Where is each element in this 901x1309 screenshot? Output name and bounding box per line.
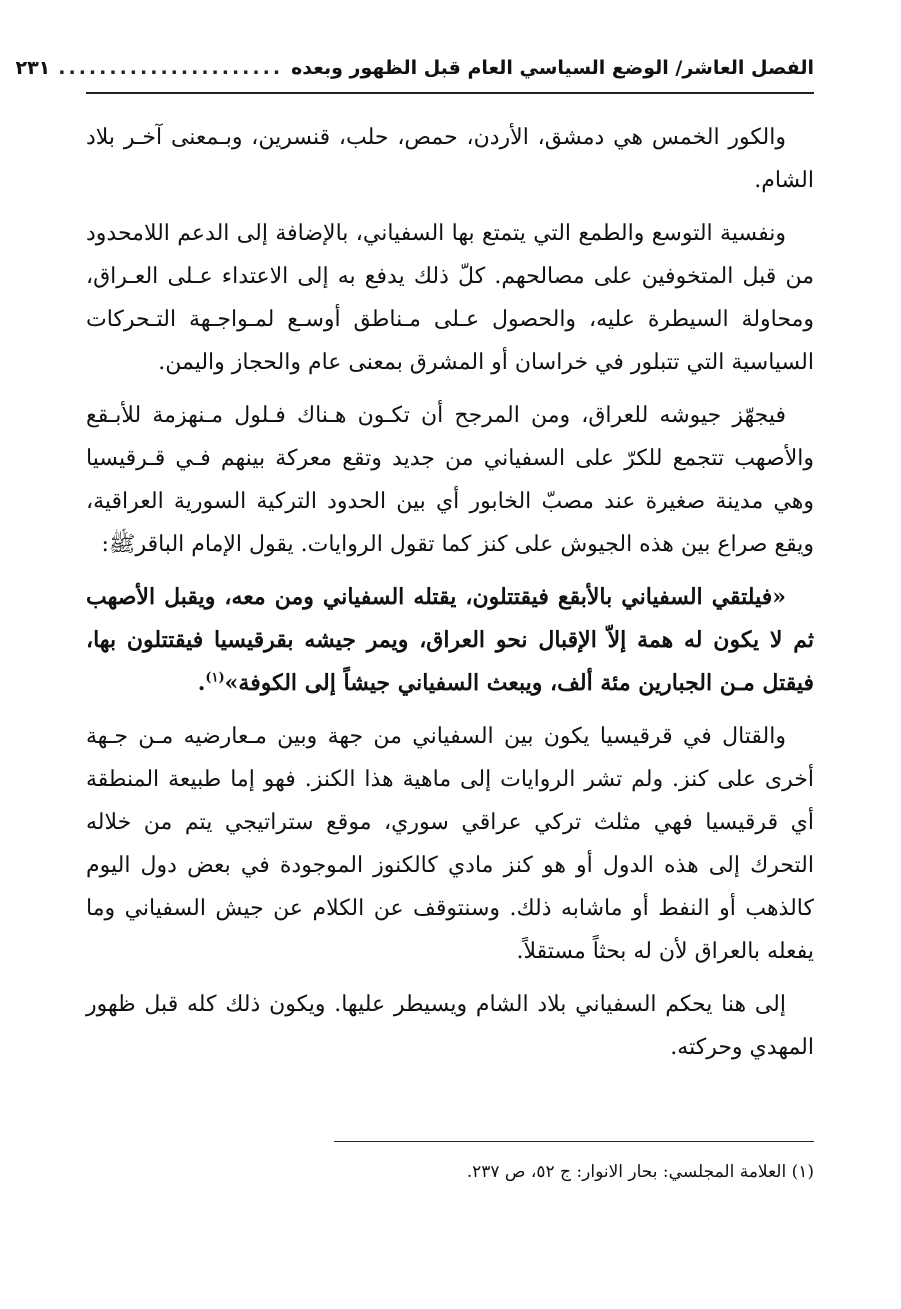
paragraph: ونفسية التوسع والطمع التي يتمتع بها السفياني، بالإضافة إلى الدعم اللامحدود من قبل المتخوفين على مصالحهم. كلّ ذلك يدفع به إلى الاعتداء عـلى العـراق، ومحاولة السيطرة عليه، والحصول عـلى مـناطق أوسـع لمـواجـهة التـحركات السياسية التي تتبلور في خراسان أو المشرق بمعنى عام والحجاز واليمن. <box>86 221 814 375</box>
footnote: (١) العلامة المجلسي: بحار الانوار: ج ٥٢، ص ٢٣٧. <box>466 1162 814 1182</box>
paragraph: إلى هنا يحكم السفياني بلاد الشام ويسيطر عليها. ويكون ذلك كله قبل ظهور المهدي وحركته. <box>86 992 814 1060</box>
paragraph: فيجهّز جيوشه للعراق، ومن المرجح أن تكـون هـناك فـلول مـنهزمة للأبـقع والأصهب تتجمع للكرّ على السفياني من جديد وتقع معركة بينهم فـي قـرقيسيا وهي مدينة صغيرة عند مصبّ الخابور أي بين الحدود التركية السورية العراقية، ويقع صراع بين هذه الجيوش على كنز كما تقول الروايات. يقول الإمام الباقرﷺ: <box>86 403 814 557</box>
chapter-title: الفصل العاشر/ الوضع السياسي العام قبل الظهور وبعده <box>291 57 814 79</box>
footnote-separator <box>334 1141 814 1142</box>
quote-text: «فيلتقي السفياني بالأبقع فيقتتلون، يقتله السفياني ومن معه، ويقبل الأصهب ثم لا يكون له همة إلاّ الإقبال نحو العراق، ويمر جيشه بقرقيسيا فيقتتلون بها، فيقتل مـن الجبارين مئة ألف، ويبعث السفياني جيشاً إلى الكوفة» <box>86 584 814 696</box>
quote-end: . <box>197 670 206 696</box>
footnote-reference[interactable]: (١) <box>205 670 225 686</box>
paragraph: والقتال في قرقيسيا يكون بين السفياني من جهة وبين مـعارضيه مـن جـهة أخرى على كنز. ولم تشر الروايات إلى ماهية هذا الكنز. فهو إما طبيعة المنطقة أي قرقيسيا فهي مثلث تركي عراقي سوري، موقع ستراتيجي يتم من خلاله التحرك إلى هذه الدول أو هو كنز مادي كالكنوز الموجودة في بعض دول اليوم كالذهب أو النفط أو ماشابه ذلك. وسنتوقف عن الكلام عن جيش السفياني وما يفعله بالعراق لأن له بحثاً مستقلاً. <box>86 724 814 964</box>
page-number: ٢٣١ <box>15 57 51 79</box>
leader-dots: ...................... <box>58 57 284 79</box>
running-header <box>15 48 814 94</box>
body-text <box>86 116 814 1069</box>
hadith-quote <box>86 576 814 705</box>
book-page <box>15 48 814 1182</box>
paragraph: والكور الخمس هي دمشق، الأردن، حمص، حلب، قنسرين، وبـمعنى آخـر بلاد الشام. <box>86 125 814 193</box>
